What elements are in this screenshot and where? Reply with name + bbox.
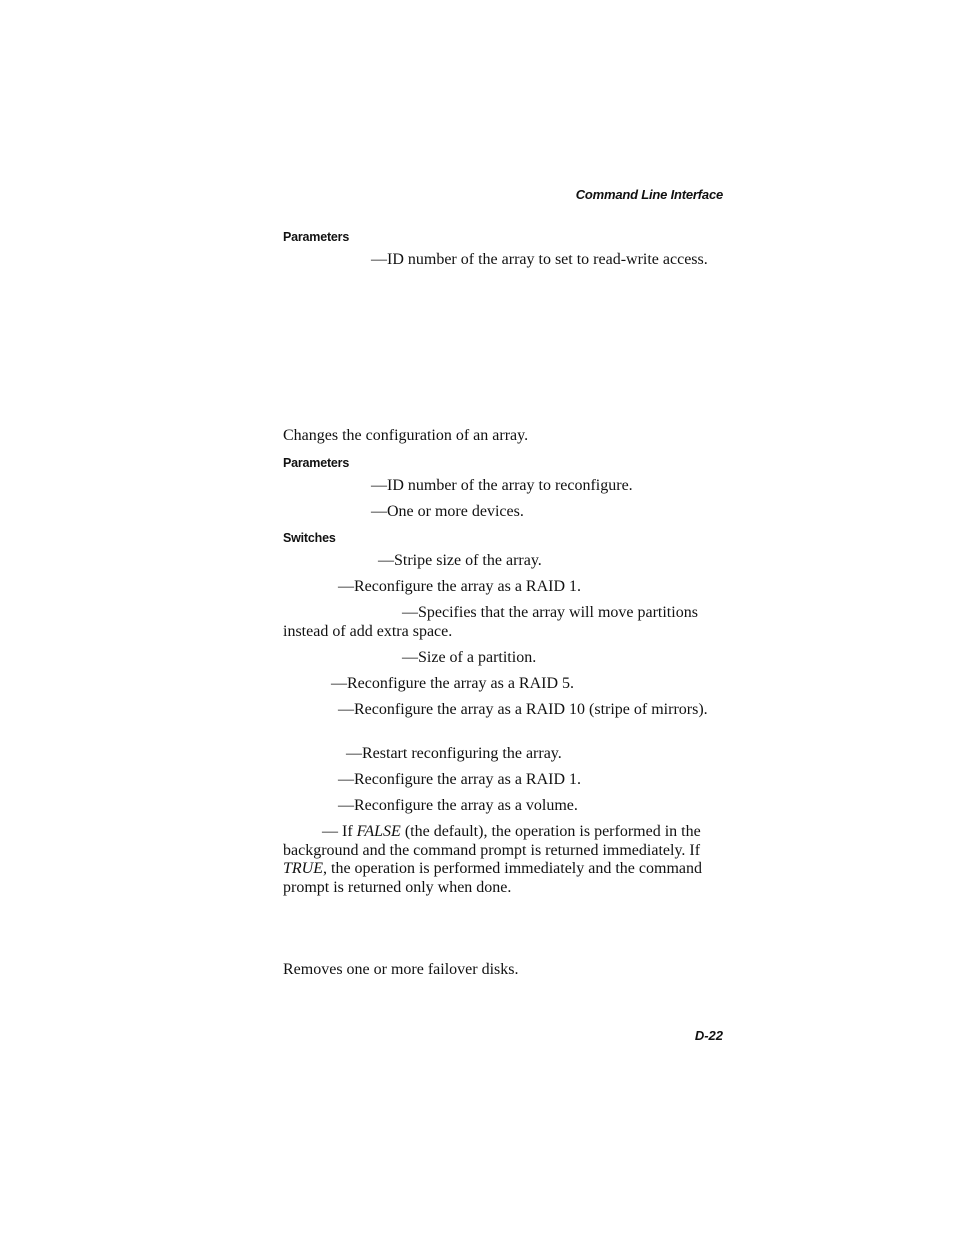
param-description: [283, 251, 723, 270]
param-description: —ID number of the array to reconfigure.: [371, 477, 633, 494]
switch-description: —Stripe size of the array.: [378, 552, 542, 569]
switch-description: —Reconfigure the array as a volume.: [338, 797, 578, 814]
command-description-2: Removes one or more failover disks.: [283, 961, 519, 978]
switch-description: —Reconfigure the array as a RAID 1.: [338, 771, 582, 788]
wait-switch-description: — If FALSE (the default), the operation is performed in the background and the command prompt is returned immediately. If TRUE, the operation is performed immediately and the command prompt is returned only when done.: [283, 823, 702, 896]
parameters-heading-2: Parameters: [283, 456, 350, 470]
page-number: D-22: [694, 1028, 723, 1043]
switch-description: —Reconfigure the array as a RAID 5.: [331, 675, 575, 692]
parameters-heading: Parameters: [283, 230, 350, 244]
param-array-text: —ID number of the array to set to read-write access.: [371, 251, 708, 268]
switch-description: —Reconfigure the array as a RAID 10 (stripe of mirrors).: [338, 701, 708, 718]
command-description: Changes the configuration of an array.: [283, 427, 529, 444]
switch-description: —Size of a partition.: [402, 649, 537, 666]
switches-heading: Switches: [283, 531, 336, 545]
switch-description: —Specifies that the array will move partitions instead of add extra space.: [283, 604, 698, 640]
switch-description: —Restart reconfiguring the array.: [346, 745, 562, 762]
param-description: —One or more devices.: [371, 503, 524, 520]
switch-description: —Reconfigure the array as a RAID 1.: [338, 578, 582, 595]
running-header: Command Line Interface: [575, 187, 723, 202]
